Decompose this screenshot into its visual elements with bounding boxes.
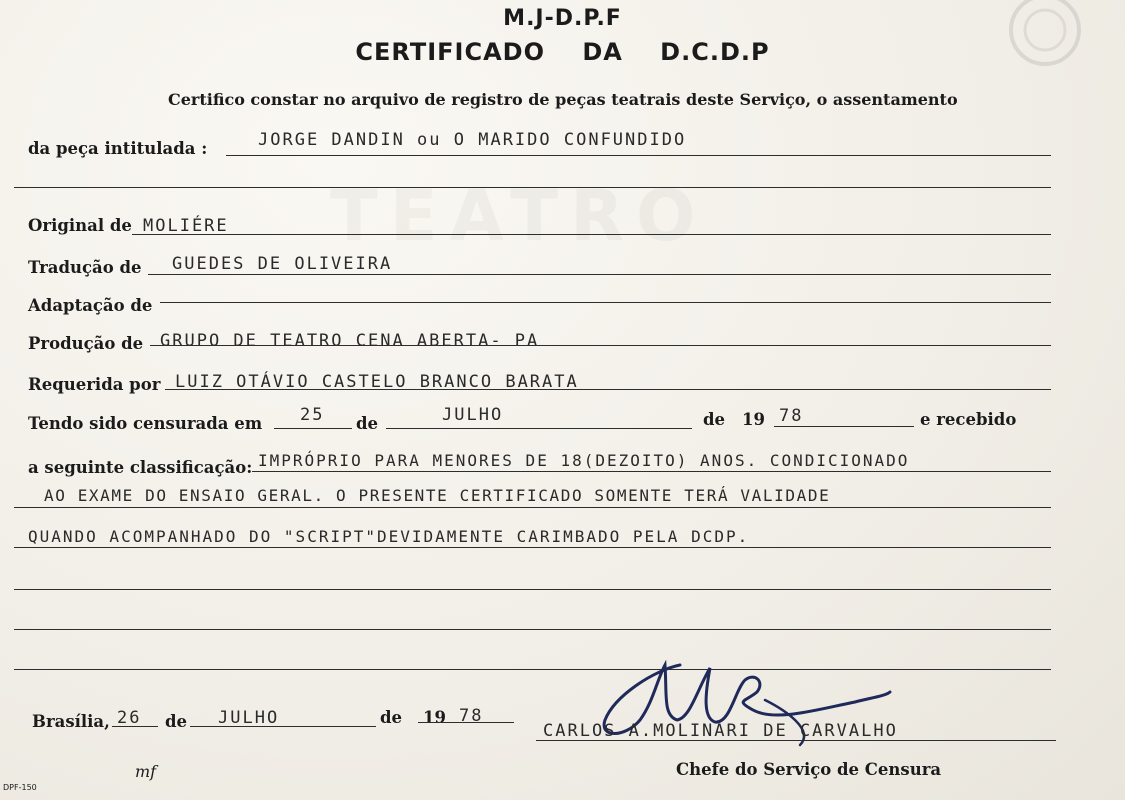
footer-de2: de bbox=[380, 708, 403, 727]
requerida-value: LUIZ OTÁVIO CASTELO BRANCO BARATA bbox=[175, 372, 579, 392]
background-stamp: TEATRO bbox=[330, 175, 708, 257]
classification-rule-3 bbox=[14, 547, 1051, 548]
signer-title: Chefe do Serviço de Censura bbox=[676, 760, 942, 779]
censurada-month: JULHO bbox=[442, 405, 504, 425]
censurada-de2: de bbox=[703, 410, 726, 429]
censurada-year-suffix: 78 bbox=[779, 406, 804, 426]
signer-name: CARLOS A.MOLINARI DE CARVALHO bbox=[543, 721, 898, 741]
footer-month-line bbox=[190, 726, 376, 727]
producao-label: Produção de bbox=[28, 334, 144, 353]
original-label: Original de bbox=[28, 216, 132, 235]
classification-line-1: IMPRÓPRIO PARA MENORES DE 18(DEZOITO) ANOS. CONDICIONADO bbox=[258, 451, 910, 470]
classification-rule-1 bbox=[252, 471, 1051, 472]
classification-line-3: QUANDO ACOMPANHADO DO "SCRIPT"DEVIDAMENTE CARIMBADO PELA DCDP. bbox=[28, 527, 750, 546]
censurada-day-line bbox=[274, 428, 352, 429]
intro-text: Certifico constar no arquivo de registro de peças teatrais deste Serviço, o assentamento bbox=[168, 90, 958, 109]
play-line-2 bbox=[14, 187, 1051, 188]
censurada-de1: de bbox=[356, 414, 379, 433]
traducao-line bbox=[148, 274, 1051, 275]
certificate-title: CERTIFICADO DA D.C.D.P bbox=[355, 38, 770, 66]
censurada-year-prefix: 19 bbox=[742, 410, 765, 429]
form-code: DPF-150 bbox=[3, 783, 37, 792]
producao-line bbox=[150, 345, 1051, 346]
censurada-year-line bbox=[774, 426, 914, 427]
signer-line bbox=[536, 740, 1056, 741]
censurada-day: 25 bbox=[300, 405, 325, 425]
requerida-label: Requerida por bbox=[28, 375, 161, 394]
footer-year-suffix: 78 bbox=[459, 706, 484, 726]
initials: mf bbox=[135, 762, 157, 781]
traducao-value: GUEDES DE OLIVEIRA bbox=[172, 254, 393, 274]
footer-year-prefix: 19 bbox=[423, 708, 446, 727]
classification-line-2: AO EXAME DO ENSAIO GERAL. O PRESENTE CERTIFICADO SOMENTE TERÁ VALIDADE bbox=[44, 486, 831, 505]
signature-icon bbox=[585, 640, 915, 760]
play-value: JORGE DANDIN ou O MARIDO CONFUNDIDO bbox=[258, 130, 687, 150]
blank-line-2 bbox=[14, 629, 1051, 630]
ministry-header: M.J-D.P.F bbox=[503, 6, 622, 31]
traducao-label: Tradução de bbox=[28, 258, 142, 277]
blank-line-1 bbox=[14, 589, 1051, 590]
footer-year-line bbox=[418, 722, 514, 723]
producao-value: GRUPO DE TEATRO CENA ABERTA- PA bbox=[160, 331, 540, 351]
censurada-month-line bbox=[386, 428, 692, 429]
adaptacao-line bbox=[160, 302, 1051, 303]
footer-month: JULHO bbox=[218, 708, 280, 728]
received-label: e recebido bbox=[920, 410, 1017, 429]
classification-rule-2 bbox=[14, 507, 1051, 508]
requerida-line bbox=[165, 389, 1051, 390]
original-value: MOLIÉRE bbox=[143, 216, 229, 236]
play-label: da peça intitulada : bbox=[28, 139, 208, 158]
footer-de1: de bbox=[165, 712, 188, 731]
original-line bbox=[132, 234, 1051, 235]
footer-day: 26 bbox=[117, 708, 142, 728]
censurada-label: Tendo sido censurada em bbox=[28, 414, 263, 433]
adaptacao-label: Adaptação de bbox=[28, 296, 153, 315]
footer-day-line bbox=[112, 726, 158, 727]
play-line-1 bbox=[226, 155, 1051, 156]
footer-city: Brasília, bbox=[32, 712, 110, 731]
classification-label: a seguinte classificação: bbox=[28, 458, 253, 477]
